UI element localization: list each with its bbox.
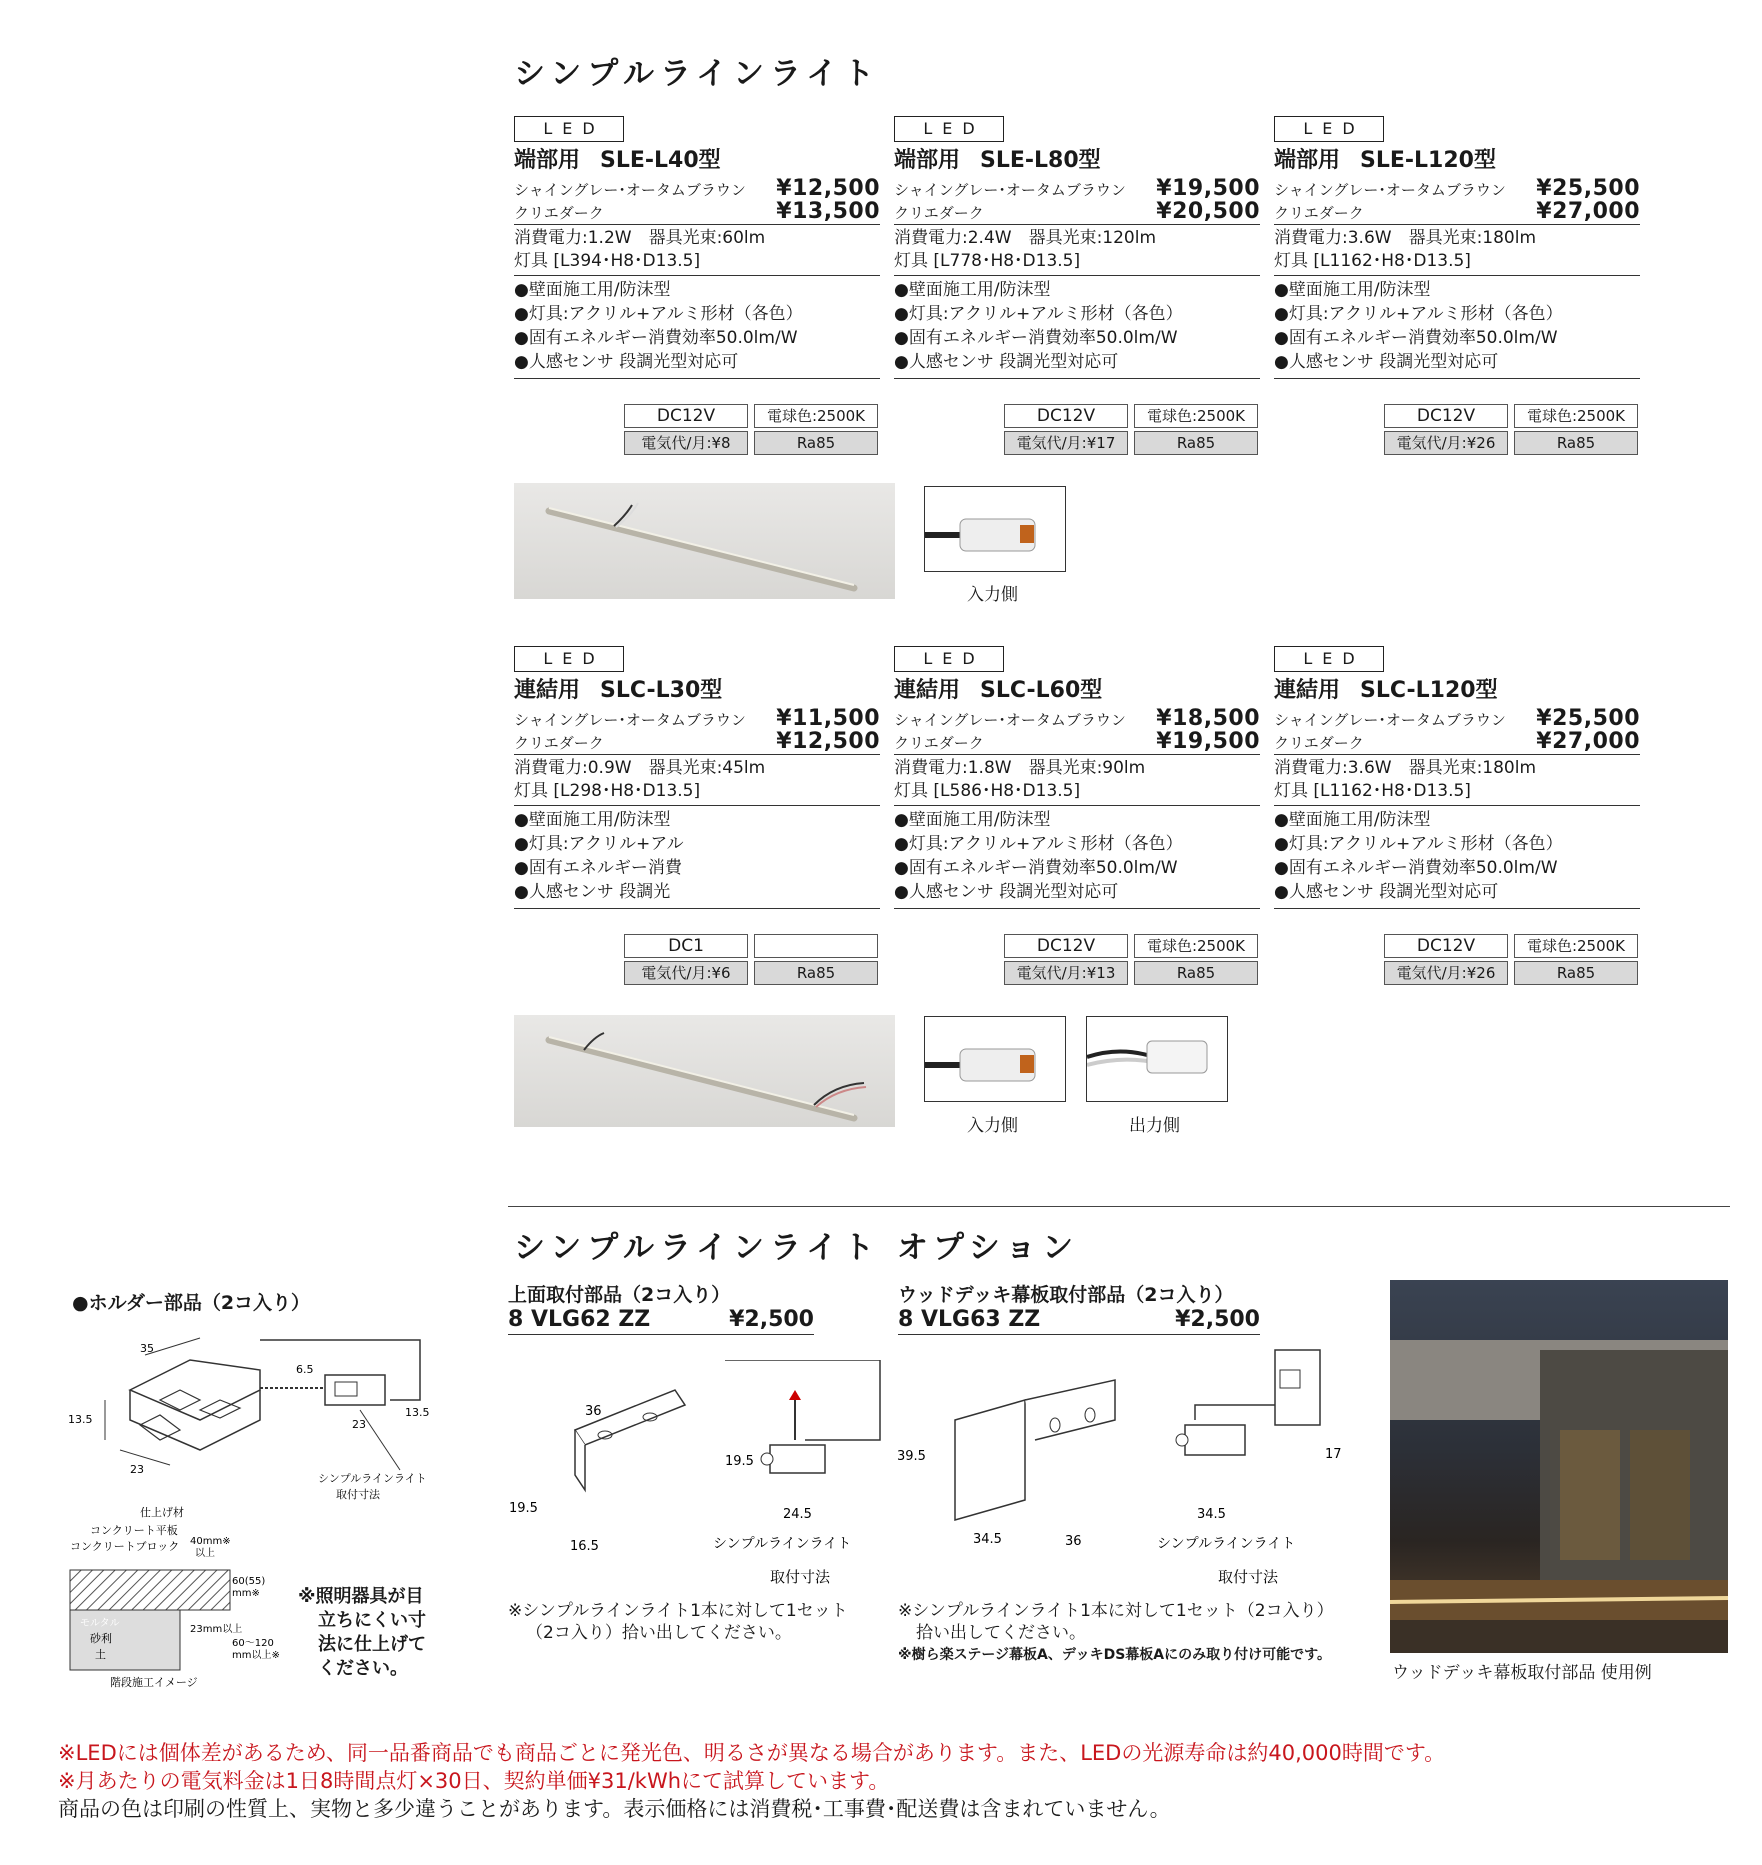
feature-item: ●壁面施工用/防沫型 [1274,810,1431,830]
monthly-cost: 電気代/月:¥26 [1384,961,1508,985]
holder-note [298,1585,426,1681]
divider [1274,908,1640,909]
product-usage: 端部用 [1274,148,1341,173]
svg-text:39.5: 39.5 [897,1449,926,1464]
feature-item: ●固有エネルギー消費効率50.0lm/W [1274,858,1558,878]
price-row [894,199,1260,222]
svg-text:23: 23 [130,1463,144,1476]
voltage: DC12V [1384,404,1508,428]
size-spec: 灯具 [L586･H8･D13.5] [894,781,1081,801]
feature-item: ●固有エネルギー消費 [514,858,682,878]
color-name: シャイングレー･オータムブラウン [894,181,1126,199]
power-spec: 消費電力:1.2W 器具光束:60lm [514,228,766,248]
price-row [894,176,1260,199]
size-spec: 灯具 [L1162･H8･D13.5] [1274,251,1471,271]
caption-input-2: 入力側 [967,1116,1018,1136]
svg-text:34.5: 34.5 [1197,1507,1226,1522]
price: ¥12,500 [776,176,880,201]
svg-text:取付寸法: 取付寸法 [770,1568,831,1586]
caption-output: 出力側 [1129,1116,1180,1136]
feature-item: ●灯具:アクリル+アル [514,834,684,854]
power-spec: 消費電力:3.6W 器具光束:180lm [1274,228,1537,248]
divider [1274,224,1640,225]
power-spec: 消費電力:0.9W 器具光束:45lm [514,758,766,778]
holder-title: ●ホルダー部品（2コ入り） [72,1292,311,1314]
price-row [1274,706,1640,729]
price: ¥11,500 [776,706,880,731]
option1-block [508,1280,814,1335]
option2-code-row [898,1307,1260,1335]
price: ¥25,500 [1536,706,1640,731]
color-temp: 電球色:2500K [1514,934,1638,958]
svg-text:mm※: mm※ [232,1588,260,1599]
svg-text:6.5: 6.5 [296,1363,314,1376]
price: ¥19,500 [1156,729,1260,754]
product-card [514,646,880,911]
holder-diagram [60,1330,460,1500]
color-temp: 電球色:2500K [1134,404,1258,428]
led-badge: LED [514,646,624,672]
light-bar-image [514,483,895,599]
svg-text:土: 土 [95,1648,106,1661]
spec-box [1004,934,1258,985]
color-name: クリエダーク [894,204,984,222]
color-name: クリエダーク [514,204,604,222]
spec-box [1384,404,1638,455]
spec-box [1384,934,1638,985]
color-temp: 電球色:2500K [1514,404,1638,428]
product-model: SLC-L30型 [600,678,723,703]
option-title: シンプルラインライト オプション [514,1230,1080,1266]
option1-note-line: ※シンプルラインライト1本に対して1セット [508,1601,848,1621]
svg-text:砂利: 砂利 [90,1632,112,1645]
product-usage: 連結用 [1274,678,1341,703]
option2-note-line2: ※樹ら楽ステージ幕板A、デッキDS幕板Aにのみ取り付け可能です。 [898,1647,1332,1663]
option2-note-line: 拾い出してください。 [916,1623,1086,1643]
feature-item: ●人感センサ 段調光型対応可 [1274,882,1499,902]
svg-text:シンプルラインライト: シンプルラインライト [318,1472,427,1485]
feature-item: ●灯具:アクリル+アルミ形材（各色） [894,834,1183,854]
product-card [1274,116,1640,381]
divider [514,224,880,225]
price-row [514,199,880,222]
led-badge: LED [1274,116,1384,142]
light-bar-image [514,1015,895,1127]
option1-price: ¥2,500 [729,1307,814,1332]
option2-block [898,1280,1260,1335]
color-temp: 電球色:2500K [754,404,878,428]
svg-text:mm以上※: mm以上※ [232,1650,280,1661]
svg-text:13.5: 13.5 [405,1406,430,1419]
divider [514,805,880,806]
product-title [894,676,1260,706]
svg-text:取付寸法: 取付寸法 [336,1488,380,1500]
ra-value: Ra85 [1134,431,1258,455]
product-model: SLC-L60型 [980,678,1103,703]
feature-item: ●壁面施工用/防沫型 [1274,280,1431,300]
product-card [894,646,1260,911]
option1-title: 上面取付部品（2コ入り） [508,1284,731,1306]
power-spec: 消費電力:1.8W 器具光束:90lm [894,758,1146,778]
price-row [1274,729,1640,752]
feature-item: ●灯具:アクリル+アルミ形材（各色） [1274,834,1563,854]
product-model: SLE-L40型 [600,148,721,173]
svg-text:34.5: 34.5 [973,1532,1002,1547]
voltage: DC12V [1004,404,1128,428]
color-name: クリエダーク [514,734,604,752]
price: ¥27,000 [1536,729,1640,754]
monthly-cost: 電気代/月:¥13 [1004,961,1128,985]
svg-text:モルタル: モルタル [80,1618,120,1629]
color-name: シャイングレー･オータムブラウン [1274,181,1506,199]
feature-item: ●固有エネルギー消費効率50.0lm/W [1274,328,1558,348]
svg-text:40mm※: 40mm※ [190,1536,231,1547]
svg-text:17: 17 [1325,1447,1342,1462]
connector-input-image-2 [924,1016,1066,1102]
led-badge: LED [894,646,1004,672]
product-usage: 端部用 [894,148,961,173]
price: ¥20,500 [1156,199,1260,224]
product-title [1274,676,1640,706]
holder-note-line: ※照明器具が目 [298,1586,424,1607]
footer-note-red-2: ※月あたりの電気料金は1日8時間点灯×30日、契約単価¥31/kWhにて試算しています。 [58,1769,890,1793]
divider [894,805,1260,806]
feature-item: ●灯具:アクリル+アルミ形材（各色） [1274,304,1563,324]
svg-text:取付寸法: 取付寸法 [1218,1568,1279,1586]
svg-text:シンプルラインライト: シンプルラインライト [1157,1536,1296,1552]
color-name: クリエダーク [1274,734,1364,752]
color-name: シャイングレー･オータムブラウン [514,711,746,729]
color-temp [754,934,878,958]
product-model: SLE-L80型 [980,148,1101,173]
price-row [514,176,880,199]
voltage: DC12V [1004,934,1128,958]
svg-text:13.5: 13.5 [68,1413,93,1426]
color-name: シャイングレー･オータムブラウン [514,181,746,199]
svg-text:シンプルラインライト: シンプルラインライト [713,1536,852,1552]
svg-text:以上: 以上 [195,1548,215,1559]
page-title: シンプルラインライト [514,56,881,92]
holder-note-line: 立ちにくい寸 [318,1610,426,1631]
svg-text:コンクリートブロック: コンクリートブロック [70,1540,180,1553]
spec-box [624,404,878,455]
feature-item: ●人感センサ 段調光 [514,882,671,902]
svg-text:35: 35 [140,1342,154,1355]
svg-text:60(55): 60(55) [232,1576,266,1587]
product-card [1274,646,1640,911]
ra-value: Ra85 [1514,431,1638,455]
svg-text:階段施工イメージ: 階段施工イメージ [110,1676,198,1689]
svg-text:24.5: 24.5 [783,1507,812,1522]
ra-value: Ra85 [1514,961,1638,985]
product-title [894,146,1260,176]
connector-output-image [1086,1016,1228,1102]
ra-value: Ra85 [1134,961,1258,985]
color-name: シャイングレー･オータムブラウン [894,711,1126,729]
option2-price: ¥2,500 [1175,1307,1260,1332]
monthly-cost: 電気代/月:¥26 [1384,431,1508,455]
product-title [514,676,880,706]
power-spec: 消費電力:3.6W 器具光束:180lm [1274,758,1537,778]
option1-note-line: （2コ入り）拾い出してください。 [526,1623,792,1643]
option2-note [898,1600,1378,1666]
voltage: DC12V [624,404,748,428]
led-badge: LED [1274,646,1384,672]
svg-text:36: 36 [1065,1534,1082,1549]
price: ¥27,000 [1536,199,1640,224]
option2-code: 8 VLG63 ZZ [898,1307,1041,1332]
usage-example-caption: ウッドデッキ幕板取付部品 使用例 [1392,1663,1652,1683]
svg-text:23mm以上: 23mm以上 [190,1624,243,1635]
divider [1274,805,1640,806]
divider [1274,754,1640,755]
monthly-cost: 電気代/月:¥17 [1004,431,1128,455]
size-spec: 灯具 [L298･H8･D13.5] [514,781,701,801]
feature-item: ●灯具:アクリル+アルミ形材（各色） [894,304,1183,324]
divider [514,754,880,755]
product-card [894,116,1260,381]
feature-item: ●壁面施工用/防沫型 [514,810,671,830]
divider [1274,378,1640,379]
price: ¥12,500 [776,729,880,754]
product-usage: 連結用 [514,678,581,703]
spec-box [624,934,878,985]
product-photo-link [514,1015,895,1127]
divider [894,224,1260,225]
price-row [514,729,880,752]
section-divider [508,1206,1730,1207]
product-title [1274,146,1640,176]
feature-item: ●人感センサ 段調光型対応可 [894,882,1119,902]
option2-diagram [895,1340,1375,1600]
feature-item: ●固有エネルギー消費効率50.0lm/W [894,328,1178,348]
monthly-cost: 電気代/月:¥6 [624,961,748,985]
feature-item: ●灯具:アクリル+アルミ形材（各色） [514,304,803,324]
product-title [514,146,880,176]
spec-box [1004,404,1258,455]
caption-input: 入力側 [967,585,1018,605]
svg-text:コンクリート平板: コンクリート平板 [90,1524,178,1537]
feature-item: ●固有エネルギー消費効率50.0lm/W [894,858,1178,878]
divider [894,754,1260,755]
holder-note-line: ください。 [318,1658,408,1679]
price: ¥13,500 [776,199,880,224]
product-photo-end [514,483,895,599]
svg-text:23: 23 [352,1418,366,1431]
feature-item: ●固有エネルギー消費効率50.0lm/W [514,328,798,348]
feature-item: ●人感センサ 段調光型対応可 [1274,352,1499,372]
svg-text:19.5: 19.5 [725,1454,754,1469]
usage-example-photo [1390,1280,1728,1653]
divider [1274,275,1640,276]
led-badge: LED [894,116,1004,142]
divider [514,908,880,909]
feature-item: ●壁面施工用/防沫型 [514,280,671,300]
price: ¥19,500 [1156,176,1260,201]
divider [894,275,1260,276]
feature-item: ●壁面施工用/防沫型 [894,280,1051,300]
footer-note-red-1: ※LEDには個体差があるため、同一品番商品でも商品ごとに発光色、明るさが異なる場合があります。また、LEDの光源寿命は約40,000時間です。 [58,1741,1446,1765]
holder-note-line: 法に仕上げて [318,1634,426,1655]
feature-item: ●人感センサ 段調光型対応可 [514,352,739,372]
ra-value: Ra85 [754,431,878,455]
feature-item: ●壁面施工用/防沫型 [894,810,1051,830]
product-model: SLE-L120型 [1360,148,1496,173]
price: ¥25,500 [1536,176,1640,201]
option1-note [508,1600,908,1644]
feature-item: ●人感センサ 段調光型対応可 [894,352,1119,372]
stair-construction-diagram [60,1500,310,1690]
color-name: クリエダーク [1274,204,1364,222]
price-row [514,706,880,729]
size-spec: 灯具 [L778･H8･D13.5] [894,251,1081,271]
svg-text:19.5: 19.5 [509,1501,538,1516]
divider [514,378,880,379]
connector-input-image [924,486,1066,572]
color-name: シャイングレー･オータムブラウン [1274,711,1506,729]
price: ¥18,500 [1156,706,1260,731]
divider [894,908,1260,909]
price-row [1274,199,1640,222]
option1-diagram [505,1360,905,1600]
color-temp: 電球色:2500K [1134,934,1258,958]
product-model: SLC-L120型 [1360,678,1498,703]
size-spec: 灯具 [L1162･H8･D13.5] [1274,781,1471,801]
svg-text:36: 36 [585,1404,602,1419]
voltage: DC1 [624,934,748,958]
ra-value: Ra85 [754,961,878,985]
svg-text:仕上げ材: 仕上げ材 [140,1506,184,1519]
product-card [514,116,880,381]
option1-code: 8 VLG62 ZZ [508,1307,651,1332]
divider [894,378,1260,379]
price-row [894,729,1260,752]
size-spec: 灯具 [L394･H8･D13.5] [514,251,701,271]
price-row [1274,176,1640,199]
divider [514,275,880,276]
voltage: DC12V [1384,934,1508,958]
svg-text:16.5: 16.5 [570,1539,599,1554]
monthly-cost: 電気代/月:¥8 [624,431,748,455]
svg-text:60～120: 60～120 [232,1638,274,1649]
option2-title: ウッドデッキ幕板取付部品（2コ入り） [898,1284,1234,1306]
option2-note-line: ※シンプルラインライト1本に対して1セット（2コ入り） [898,1601,1334,1621]
color-name: クリエダーク [894,734,984,752]
footer-note: 商品の色は印刷の性質上、実物と多少違うことがあります。表示価格には消費税･工事費･配送費は含まれていません。 [58,1797,1171,1821]
power-spec: 消費電力:2.4W 器具光束:120lm [894,228,1157,248]
option1-code-row [508,1307,814,1335]
product-usage: 端部用 [514,148,581,173]
led-badge: LED [514,116,624,142]
product-usage: 連結用 [894,678,961,703]
price-row [894,706,1260,729]
